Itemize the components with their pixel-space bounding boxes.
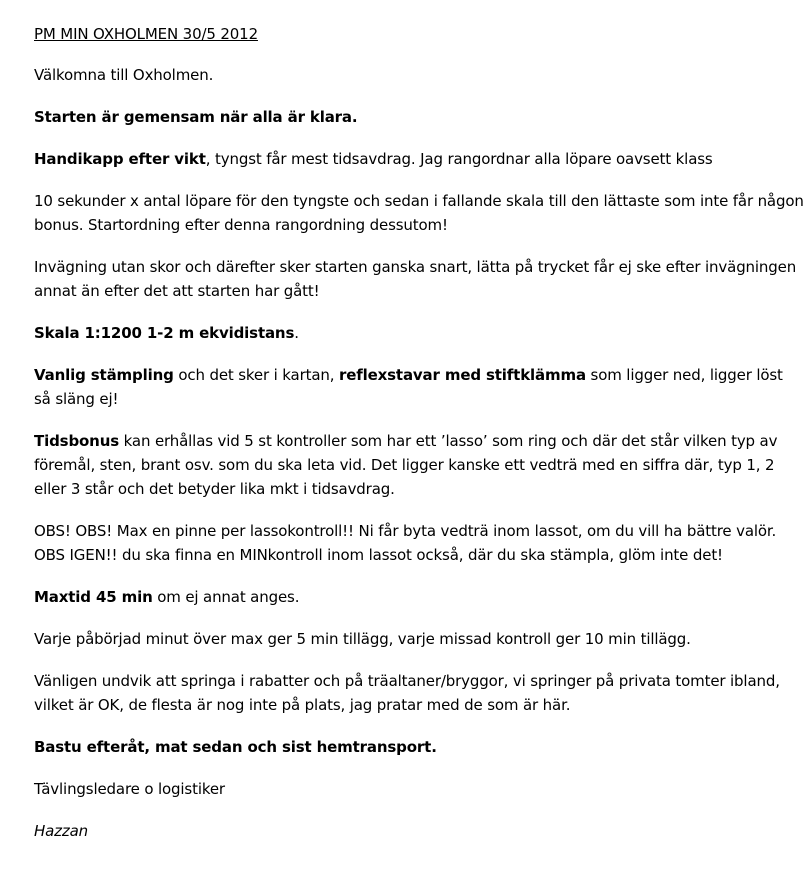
- punching-paragraph: [34, 363, 804, 411]
- handicap-paragraph: [34, 147, 804, 171]
- obs-line-2: OBS IGEN!! du ska finna en MINkontroll inom lassot också, där du ska stämpla, glöm inte det!: [34, 546, 723, 564]
- scale-heading: Skala 1:1200 1-2 m ekvidistans: [34, 324, 295, 342]
- document-title: PM MIN OXHOLMEN 30/5 2012: [34, 25, 258, 43]
- scale-paragraph: [34, 321, 804, 345]
- obs-paragraph: [34, 519, 804, 567]
- handicap-text: , tyngst får mest tidsavdrag. Jag rangordnar alla löpare oavsett klass: [205, 150, 713, 168]
- timebonus-heading: Tidsbonus: [34, 432, 120, 450]
- obs-line-1: OBS! OBS! Max en pinne per lassokontroll!! Ni får byta vedträ inom lassot, om du vill ha bättre valör.: [34, 522, 777, 540]
- weighing-paragraph: Invägning utan skor och därefter sker starten ganska snart, lätta på trycket får ej ske efter invägningen annat än efter det att starten har gått!: [34, 258, 797, 300]
- maxtime-paragraph: [34, 585, 804, 609]
- seconds-paragraph: 10 sekunder x antal löpare för den tyngste och sedan i fallande skala till den lättaste som inte får någon bonus. Startordning efter denna rangordning dessutom!: [34, 192, 804, 234]
- avoid-paragraph: Vänligen undvik att springa i rabatter och på träaltaner/bryggor, vi springer på privata tomter ibland, vilket är OK, de flesta är nog inte på plats, jag pratar med de som är här.: [34, 672, 780, 714]
- timebonus-paragraph: [34, 429, 804, 501]
- punching-text-mid: och det sker i kartan,: [173, 366, 339, 384]
- sauna-paragraph: Bastu efteråt, mat sedan och sist hemtransport.: [34, 738, 437, 756]
- timebonus-text: kan erhållas vid 5 st kontroller som har ett ’lasso’ som ring och där det står vilken typ av föremål, sten, brant osv. som du ska leta vid. Det ligger kanske ett vedträ med en siffra där, typ 1, 2 eller 3 står och det betyder lika mkt i tidsavdrag.: [34, 432, 778, 498]
- welcome-text: Välkomna till Oxholmen.: [34, 66, 214, 84]
- document-page: [34, 22, 804, 861]
- scale-text: .: [294, 324, 299, 342]
- penalty-paragraph: Varje påbörjad minut över max ger 5 min tillägg, varje missad kontroll ger 10 min tillägg.: [34, 630, 691, 648]
- maxtime-text: om ej annat anges.: [152, 588, 300, 606]
- start-info: Starten är gemensam när alla är klara.: [34, 108, 358, 126]
- punching-markers: reflexstavar med stiftklämma: [338, 366, 586, 384]
- organizer-role: Tävlingsledare o logistiker: [34, 780, 225, 798]
- signature: Hazzan: [34, 822, 89, 840]
- punching-text-rest: som ligger ned, ligger löst så släng ej!: [34, 366, 783, 408]
- maxtime-heading: Maxtid 45 min: [34, 588, 153, 606]
- punching-heading: Vanlig stämpling: [34, 366, 174, 384]
- handicap-heading: Handikapp efter vikt: [34, 150, 206, 168]
